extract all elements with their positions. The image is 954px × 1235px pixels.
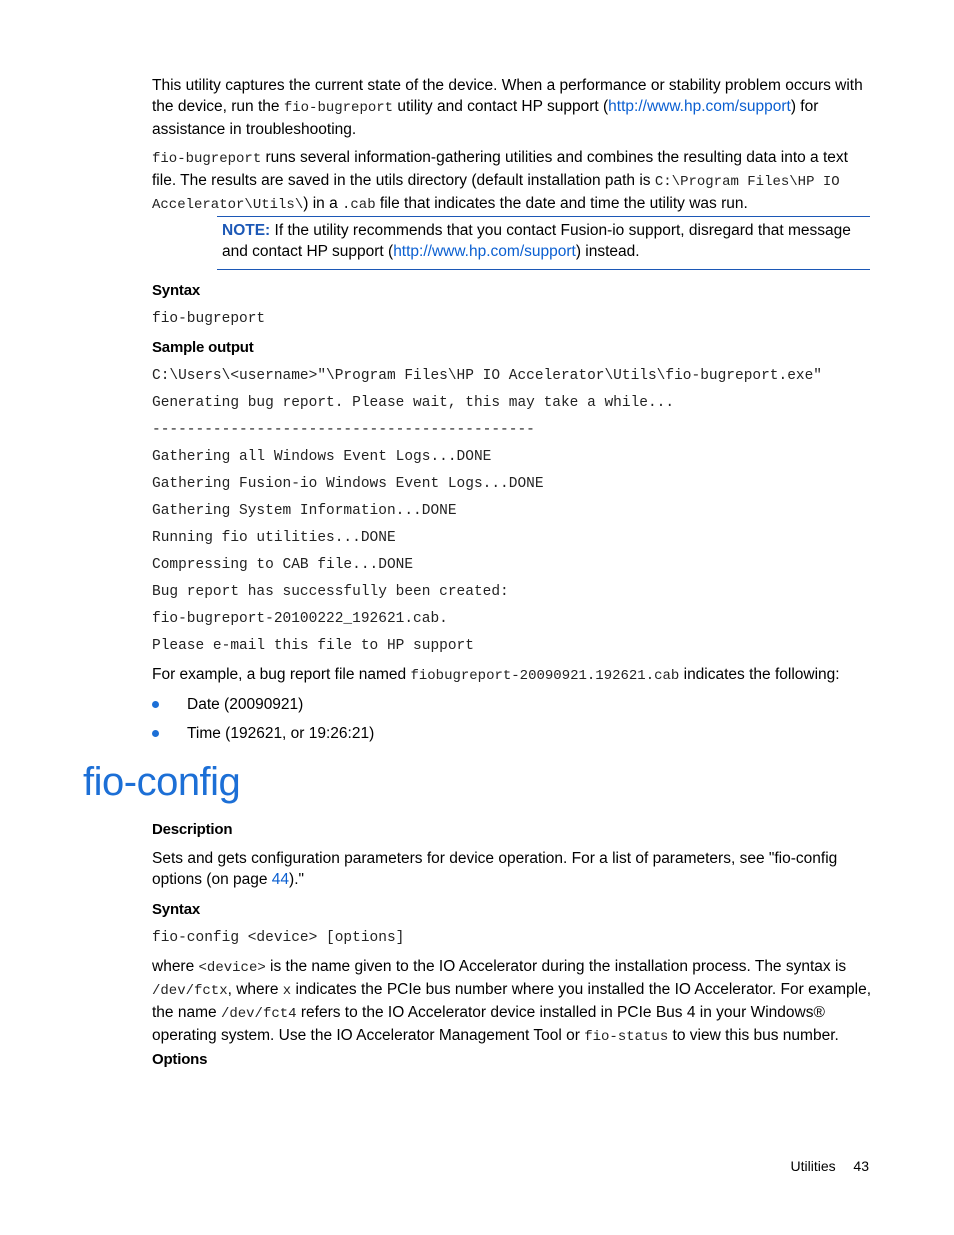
description-heading: Description	[152, 821, 233, 838]
hp-support-link[interactable]: http://www.hp.com/support	[608, 98, 791, 115]
intro-paragraph-2	[152, 147, 872, 216]
list-item-text: Date (20090921)	[187, 696, 304, 713]
text: file that indicates the date and time the utility was run.	[375, 195, 748, 212]
sample-output-heading: Sample output	[152, 339, 254, 356]
bullet-icon	[152, 730, 159, 737]
text: indicates the PCIe bus number where you installed the IO Accelerator. For example, the name	[152, 981, 871, 1021]
inline-code: fio-status	[584, 1029, 669, 1045]
where-paragraph	[152, 956, 872, 1048]
page-number: 43	[853, 1158, 869, 1174]
sample-line: Gathering System Information...DONE	[152, 503, 457, 519]
inline-code: fio-bugreport	[283, 100, 394, 116]
intro-paragraph-1	[152, 75, 872, 140]
footer-section: Utilities	[790, 1158, 836, 1174]
text: ) instead.	[575, 243, 640, 260]
sample-line: --------------------------------------------	[152, 422, 535, 438]
text: For example, a bug report file named	[152, 666, 411, 683]
text: If the utility recommends that you contact Fusion-io support, disregard that message and contact HP support (	[222, 222, 851, 260]
hp-support-link[interactable]: http://www.hp.com/support	[393, 243, 576, 260]
syntax-code: fio-config <device> [options]	[152, 930, 405, 946]
inline-code: /dev/fct4	[220, 1006, 297, 1022]
options-heading: Options	[152, 1051, 208, 1068]
page-footer	[791, 1158, 869, 1174]
sample-line: Compressing to CAB file...DONE	[152, 557, 414, 573]
syntax-heading: Syntax	[152, 282, 200, 299]
example-paragraph	[152, 664, 872, 687]
sample-line: C:\Users\<username>"\Program Files\HP IO Accelerator\Utils\fio-bugreport.exe"	[152, 368, 823, 384]
text: , where	[227, 981, 283, 998]
text: is the name given to the IO Accelerator during the installation process. The syntax is	[265, 958, 847, 975]
sample-line: fio-bugreport-20100222_192621.cab.	[152, 611, 448, 627]
text: ) for assistance in troubleshooting.	[152, 98, 819, 138]
note-box	[217, 216, 870, 270]
page-link[interactable]: 44	[271, 871, 290, 888]
note-label: NOTE:	[222, 222, 271, 239]
text: to view this bus number.	[668, 1027, 839, 1044]
text: This utility captures the current state of the device. When a performance or stability problem occurs with the device, run the	[152, 77, 863, 115]
syntax-heading: Syntax	[152, 901, 200, 918]
text: utility and contact HP support (	[393, 98, 609, 115]
text: Sets and gets configuration parameters for device operation. For a list of parameters, see "fio-config options (on page	[152, 850, 838, 888]
inline-code: x	[282, 983, 292, 999]
text: indicates the following:	[679, 666, 840, 683]
sample-line: Generating bug report. Please wait, this may take a while...	[152, 395, 675, 411]
section-title: fio-config	[83, 760, 241, 804]
text: )."	[289, 871, 305, 888]
sample-line: Running fio utilities...DONE	[152, 530, 396, 546]
inline-code: fiobugreport-20090921.192621.cab	[410, 668, 680, 684]
syntax-code: fio-bugreport	[152, 311, 266, 327]
text: where	[152, 958, 199, 975]
inline-code: <device>	[198, 960, 266, 976]
inline-code: fio-bugreport	[152, 151, 262, 167]
text: runs several information-gathering utilities and combines the resulting data into a text file. The results are saved in the utils directory (default installation path is	[152, 149, 848, 189]
sample-line: Gathering all Windows Event Logs...DONE	[152, 449, 492, 465]
text: refers to the IO Accelerator device installed in PCIe Bus 4 in your Windows® operating system. Use the IO Accelerator Management Tool or	[152, 1004, 825, 1044]
bullet-icon	[152, 701, 159, 708]
description-paragraph	[152, 848, 872, 890]
sample-line: Please e-mail this file to HP support	[152, 638, 474, 654]
text: ) in a	[303, 195, 342, 212]
note-text	[222, 220, 867, 262]
sample-line: Gathering Fusion-io Windows Event Logs...DONE	[152, 476, 544, 492]
inline-code: /dev/fctx	[152, 983, 228, 999]
inline-code-path: C:\Program Files\HP IO Accelerator\Utils\	[152, 174, 840, 213]
list-item-text: Time (192621, or 19:26:21)	[187, 725, 375, 742]
sample-line: Bug report has successfully been created:	[152, 584, 509, 600]
inline-code: .cab	[342, 197, 376, 213]
